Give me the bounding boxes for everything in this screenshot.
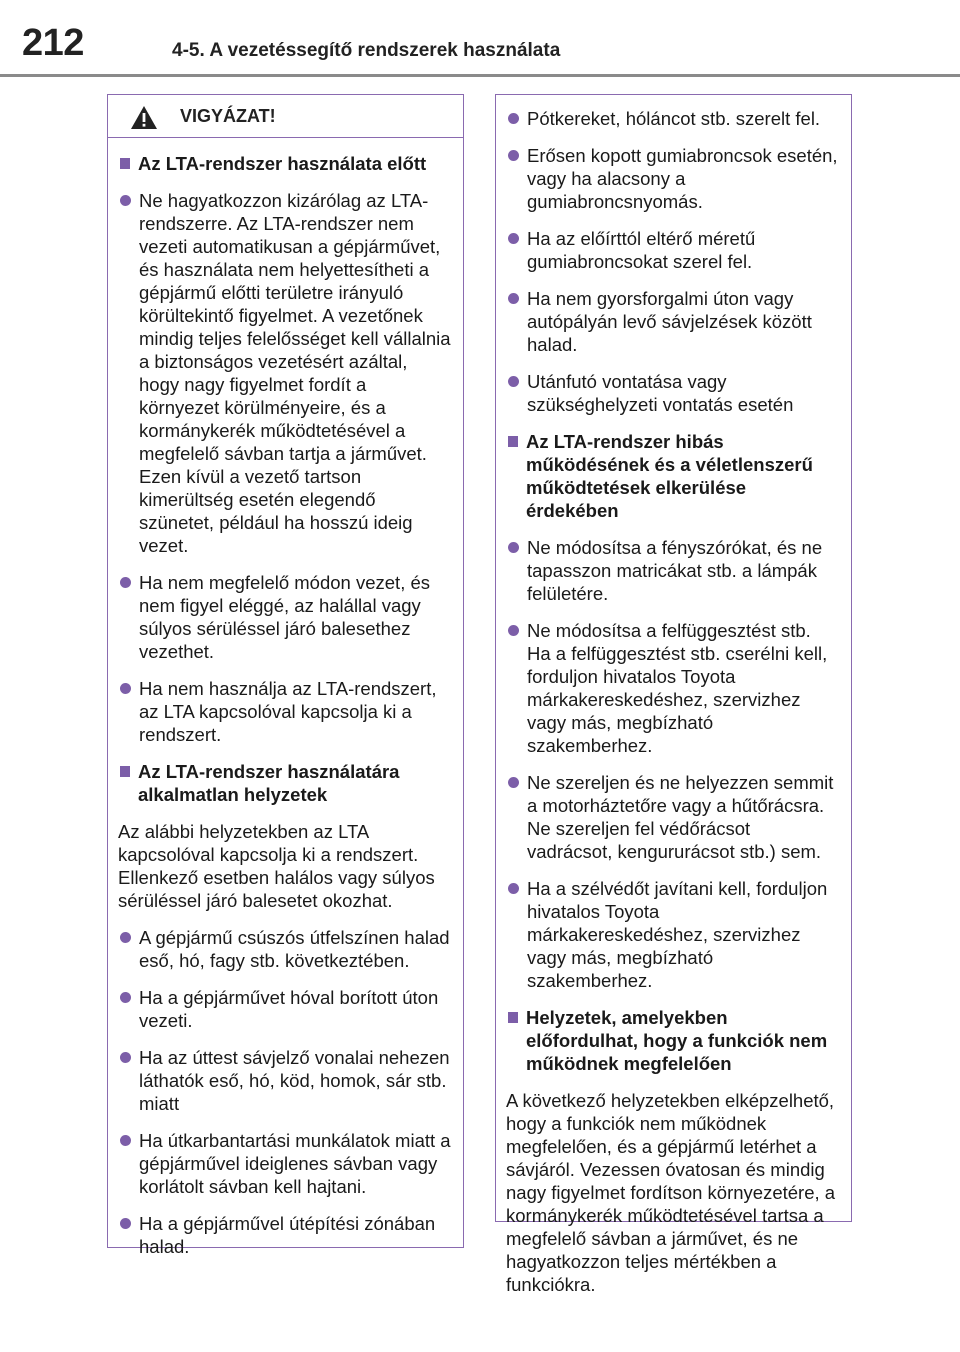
bullet-item: Ne szereljen és ne helyezzen semmit a motorháztetőre vagy a hűtőrácsra. Ne szereljen fel védőrácsot vadrácsot, kengururácsot stb.) sem. <box>506 771 839 863</box>
bullet-item: Ha az előírttól eltérő méretű gumiabroncsokat szerel fel. <box>506 227 839 273</box>
header-divider <box>0 74 960 77</box>
bullet-item: Ha nem használja az LTA-rendszert, az LTA kapcsolóval kapcsolja ki a rendszert. <box>118 677 451 746</box>
bullet-item: A gépjármű csúszós útfelszínen halad eső, hó, fagy stb. következtében. <box>118 926 451 972</box>
round-bullet-icon <box>508 625 519 636</box>
square-bullet-icon <box>120 158 130 169</box>
section-heading: Az LTA-rendszer használata előtt <box>118 152 451 175</box>
bullet-item: Ne módosítsa a fényszórókat, és ne tapasszon matricákat stb. a lámpák felületére. <box>506 536 839 605</box>
round-bullet-icon <box>120 992 131 1003</box>
round-bullet-icon <box>508 777 519 788</box>
round-bullet-icon <box>508 883 519 894</box>
bullet-item: Ha útkarbantartási munkálatok miatt a gépjárművel ideiglenes sávban vagy korlátolt sávban kell hajtani. <box>118 1129 451 1198</box>
round-bullet-icon <box>120 577 131 588</box>
round-bullet-icon <box>120 1218 131 1229</box>
round-bullet-icon <box>508 376 519 387</box>
round-bullet-icon <box>508 113 519 124</box>
round-bullet-icon <box>508 542 519 553</box>
square-bullet-icon <box>120 766 130 777</box>
warning-box-left <box>107 94 464 1257</box>
warning-title: VIGYÁZAT! <box>180 106 276 126</box>
round-bullet-icon <box>120 932 131 943</box>
bullet-item: Utánfutó vontatása vagy szükséghelyzeti vontatás esetén <box>506 370 839 416</box>
round-bullet-icon <box>508 293 519 304</box>
warning-box-right <box>495 94 852 1295</box>
square-bullet-icon <box>508 1012 518 1023</box>
paragraph: A következő helyzetekben elképzelhető, hogy a funkciók nem működnek megfelelően, és a gépjármű letérhet a sávjáról. Vezessen óvatosan és mindig nagy figyelmet fordítson környezetére, a kormánykerék működtetésével tartsa a megfelelő sávban a járművet, és ne hagyatkozzon teljes mértékben a funkciókra. <box>506 1090 836 1295</box>
round-bullet-icon <box>120 1052 131 1063</box>
bullet-item: Ha nem gyorsforgalmi úton vagy autópályán levő sávjelzések között halad. <box>506 287 839 356</box>
bullet-item: Pótkereket, hóláncot stb. szerelt fel. <box>506 107 839 130</box>
warning-triangle-icon <box>130 105 158 130</box>
section-heading: Az LTA-rendszer használatára alkalmatlan helyzetek <box>118 760 451 806</box>
round-bullet-icon <box>120 683 131 694</box>
section-heading: Az LTA-rendszer hibás működésének és a véletlenszerű működtetések elkerülése érdekében <box>506 430 839 522</box>
paragraph: Az alábbi helyzetekben az LTA kapcsolóval kapcsolja ki a rendszert. Ellenkező esetben halálos vagy súlyos sérüléssel járó balesetet okozhat. <box>118 821 435 911</box>
round-bullet-icon <box>508 233 519 244</box>
warning-header <box>108 95 463 138</box>
bullet-item: Ha az úttest sávjelző vonalai nehezen láthatók eső, hó, köd, homok, sár stb. miatt <box>118 1046 451 1115</box>
bullet-item: Erősen kopott gumiabroncsok esetén, vagy ha alacsony a gumiabroncsnyomás. <box>506 144 839 213</box>
warning-content-left <box>108 138 463 1258</box>
section-heading: Helyzetek, amelyekben előfordulhat, hogy a funkciók nem működnek megfelelően <box>506 1006 839 1075</box>
bullet-item: Ha a gépjárművet hóval borított úton vezeti. <box>118 986 451 1032</box>
page-header <box>0 0 960 80</box>
bullet-item: Ha a gépjárművel útépítési zónában halad. <box>118 1212 451 1258</box>
square-bullet-icon <box>508 436 518 447</box>
warning-content-right <box>496 95 851 1296</box>
bullet-item: Ne módosítsa a felfüggesztést stb. Ha a felfüggesztést stb. cserélni kell, forduljon hivatalos Toyota márkakereskedéshez, szervizhez vagy más, megbízható szakemberhez. <box>506 619 839 757</box>
round-bullet-icon <box>120 195 131 206</box>
chapter-title: 4-5. A vezetéssegítő rendszerek használata <box>172 40 561 61</box>
bullet-item: Ne hagyatkozzon kizárólag az LTA-rendszerre. Az LTA-rendszer nem vezeti automatikusan a gépjárművet, és használata nem helyettesítheti a gépjármű előtti területre irányuló körültekintő figyelmet. A vezetőnek mindig teljes felelősséget kell vállalnia a biztonságos vezetésért azáltal, hogy nagy figyelmet fordít a környezet körülményeire, és a kormánykerék működtetésével a megfelelő sávban tartja a járművet. Ezen kívül a vezető tartson kimerültség esetén elegendő szünetet, például ha hosszú ideig vezet. <box>118 189 451 557</box>
round-bullet-icon <box>120 1135 131 1146</box>
round-bullet-icon <box>508 150 519 161</box>
bullet-item: Ha a szélvédőt javítani kell, forduljon hivatalos Toyota márkakereskedéshez, szervizhez vagy más, megbízható szakemberhez. <box>506 877 839 992</box>
bullet-item: Ha nem megfelelő módon vezet, és nem figyel eléggé, az halállal vagy súlyos sérüléssel járó balesethez vezethet. <box>118 571 451 663</box>
page-number: 212 <box>22 22 84 64</box>
